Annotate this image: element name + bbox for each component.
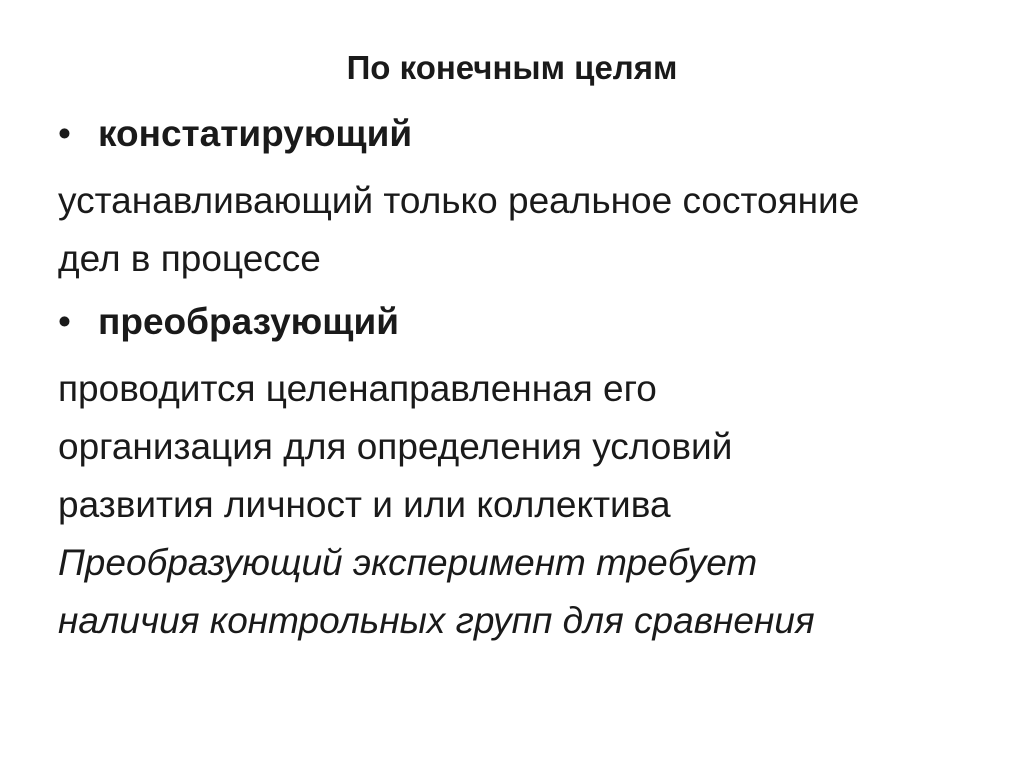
bullet-term: преобразующий xyxy=(98,301,399,342)
description-line: дел в процессе xyxy=(58,238,321,279)
bullet-item-transforming xyxy=(58,300,399,344)
bullet-item-constating xyxy=(58,112,412,156)
description-transforming xyxy=(58,360,998,534)
note-line: Преобразующий эксперимент требует xyxy=(58,542,758,583)
description-line: развития личност и или коллектива xyxy=(58,484,671,525)
bullet-icon: • xyxy=(58,301,71,342)
description-line: проводится целенаправленная его xyxy=(58,368,657,409)
bullet-term: констатирующий xyxy=(98,113,413,154)
note-paragraph xyxy=(58,534,998,650)
description-line: организация для определения условий xyxy=(58,426,733,467)
description-line: устанавливающий только реальное состояние xyxy=(58,180,860,221)
slide-title: По конечным целям xyxy=(346,49,678,86)
description-constating xyxy=(58,172,998,288)
bullet-icon: • xyxy=(58,113,71,154)
note-line: наличия контрольных групп для сравнения xyxy=(58,600,815,641)
